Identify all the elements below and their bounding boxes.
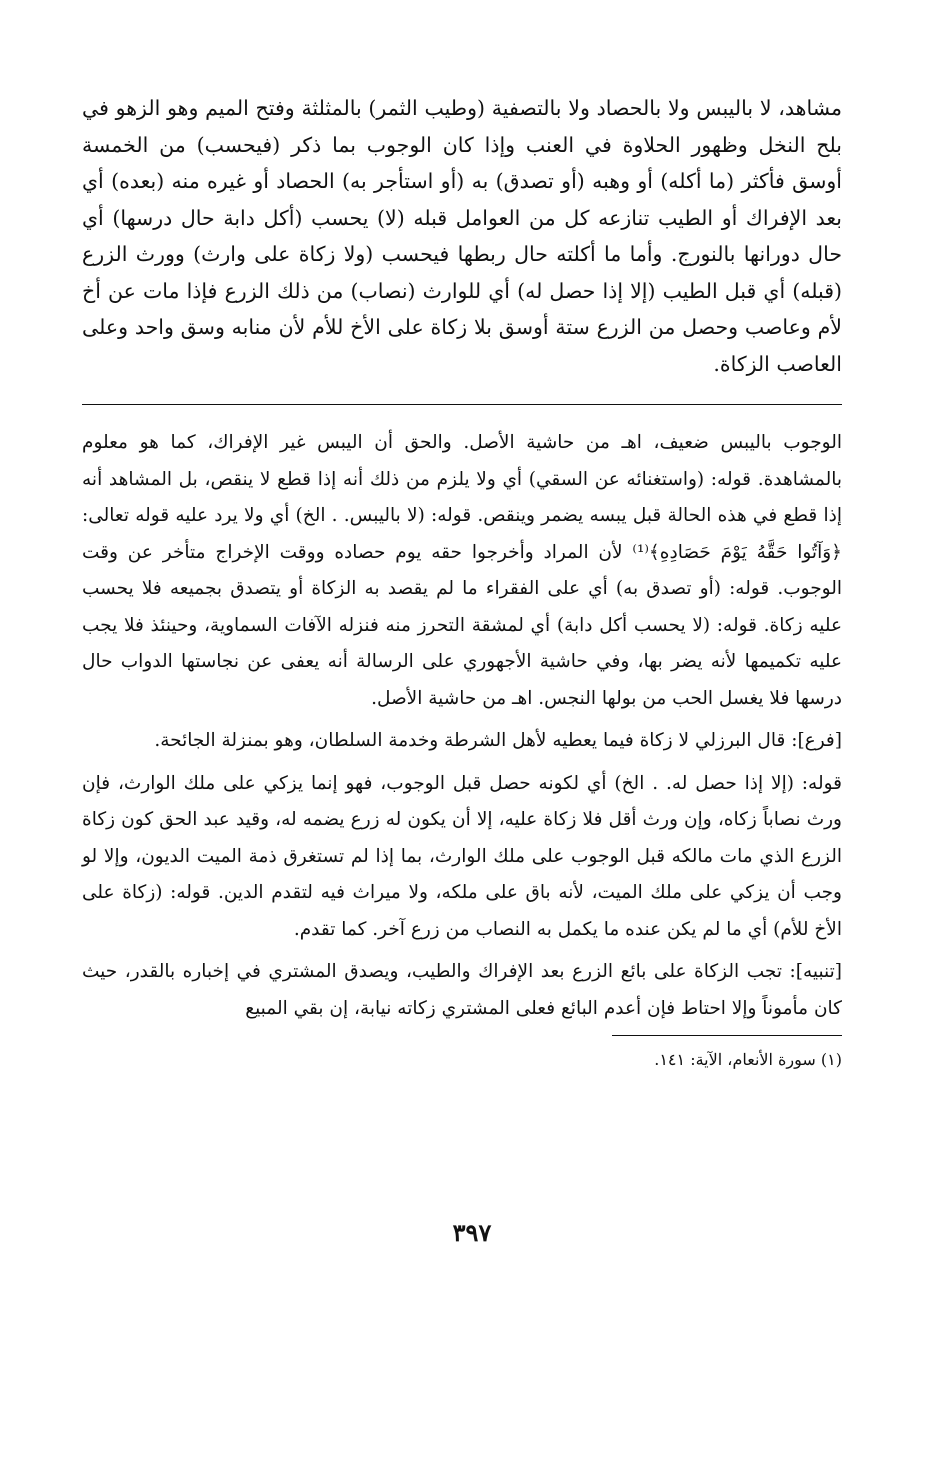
section-divider: [82, 404, 842, 405]
footnote-divider: [612, 1035, 842, 1036]
commentary-section: [82, 425, 842, 1027]
page-number: ٣٩٧: [452, 1218, 492, 1247]
footnote: (١) سورة الأنعام، الآية: ١٤١.: [654, 1050, 842, 1069]
commentary-paragraph-4: [تنبيه]: تجب الزكاة على بائع الزرع بعد الإفراك والطيب، ويصدق المشتري في إخباره بالقدر، حيث كان مأموناً وإلا احتاط فإن أعدم البائع فعلى المشتري زكاته نيابة، إن بقي المبيع: [82, 961, 842, 1019]
commentary-paragraph-1: الوجوب باليبس ضعيف، اهـ من حاشية الأصل. والحق أن اليبس غير الإفراك، كما هو معلوم بالمشاهدة. قوله: (واستغنائه عن السقي) أي ولا يلزم من ذلك أنه إذا قطع لا ينقص، بل المشاهد أنه إذا قطع في هذه الحالة قبل يبسه يضمر وينقص. قوله: (لا باليبس. . الخ) أي ولا يرد عليه قوله تعالى: ﴿وَآتُوا حَقَّهُ يَوْمَ حَصَادِهِ﴾⁽¹⁾ لأن المراد وأخرجوا حقه يوم حصاده ووقت الإخراج متأخر عن وقت الوجوب. قوله: (أو تصدق به) أي على الفقراء ما لم يقصد به الزكاة أو يتصدق بجميعه فلا يحسب عليه زكاة. قوله: (لا يحسب أكل دابة) أي لمشقة التحرز منه فنزله الآفات السماوية، وحينئذ فلا يجب عليه تكميمها لأنه يضر بها، وفي حاشية الأجهوري على الرسالة أنه يعفى عن نجاستها الدواب حال درسها فلا يغسل الحب من بولها النجس. اهـ من حاشية الأصل.: [82, 432, 842, 709]
main-text: [82, 90, 842, 382]
commentary-paragraph-3: قوله: (إلا إذا حصل له. . الخ) أي لكونه حصل قبل الوجوب، فهو إنما يزكي على ملك الوارث، فإن ورث نصاباً زكاه، وإن ورث أقل فلا زكاة عليه، إلا أن يكون له زرع يضمه له، وقيد عبد الحق كون زكاة الزرع الذي مات مالكه قبل الوجوب على ملك الوارث، بما إذا لم تستغرق ذمة الميت الديون، وإلا لو وجب أن يزكي على ملك الميت، لأنه باق على ملكه، ولا ميراث فيه لتقدم الدين. قوله: (زكاة على الأخ للأم) أي ما لم يكن عنده ما يكمل به النصاب من زرع آخر. كما تقدم.: [82, 772, 842, 940]
commentary-paragraph-2: [فرع]: قال البرزلي لا زكاة فيما يعطيه لأهل الشرطة وخدمة السلطان، وهو بمنزلة الجائحة.: [154, 730, 842, 751]
main-paragraph: مشاهد، لا باليبس ولا بالحصاد ولا بالتصفية (وطيب الثمر) بالمثلثة وفتح الميم وهو الزهو في بلح النخل وظهور الحلاوة في العنب وإذا كان الوجوب بما ذكر (فيحسب) من الخمسة أوسق فأكثر (ما أكله) أو وهبه (أو تصدق) به (أو استأجر به) الحصاد أو غيره منه (بعده) أي بعد الإفراك أو الطيب تنازعه كل من العوامل قبله (لا) يحسب (أكل دابة حال درسها) أي حال دورانها بالنورج. وأما ما أكلته حال ربطها فيحسب (ولا زكاة على وارث) وورث الزرع (قبله) أي قبل الطيب (إلا إذا حصل له) أي للوارث (نصاب) من ذلك الزرع فإذا مات عن أخ لأم وعاصب وحصل من الزرع ستة أوسق بلا زكاة على الأخ للأم لأن منابه وسق واحد وعلى العاصب الزكاة.: [82, 96, 842, 376]
